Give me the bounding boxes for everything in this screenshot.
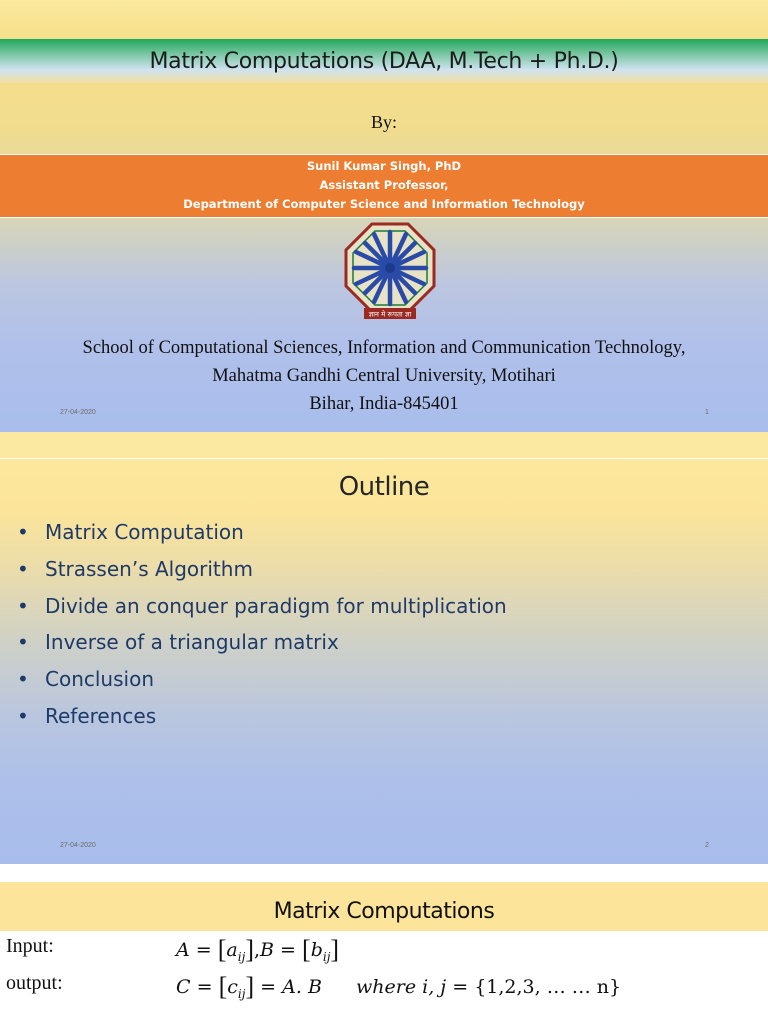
school-line-3: Bihar, India-845401 <box>309 394 459 414</box>
outline-top-stripe <box>0 432 768 459</box>
input-formula: $A = [a_{ij}],B = [b_{ij}]$ <box>176 935 340 964</box>
formula-eq: = <box>452 976 469 998</box>
slide-3-matrix <box>0 882 768 1024</box>
list-item-text: Matrix Computation <box>45 520 244 544</box>
list-item <box>17 627 507 664</box>
formula-where: where <box>356 976 417 998</box>
formula-eq: = <box>195 939 212 961</box>
list-item <box>17 517 507 554</box>
formula-b: B <box>260 939 274 961</box>
formula-product: A. B <box>282 976 322 998</box>
formula-eq: = <box>260 976 277 998</box>
logo-motto: ज्ञान मे रूपता ज्ञा <box>368 310 412 319</box>
slide-1-page-number: 1 <box>705 409 709 416</box>
slide-1-title-text: Matrix Computations (DAA, M.Tech + Ph.D.) <box>149 49 619 74</box>
slide-2-date: 27-04-2020 <box>60 842 96 849</box>
bullet-icon: • <box>17 703 29 728</box>
formula-set: {1,2,3, … … n} <box>474 976 622 998</box>
formula-b-ij: b <box>310 939 323 961</box>
author-name: Sunil Kumar Singh, PhD <box>306 159 462 173</box>
list-item <box>17 554 507 591</box>
slide-2-page-number: 2 <box>705 842 709 849</box>
list-item-text: Conclusion <box>45 667 154 692</box>
list-item <box>17 701 507 738</box>
bullet-icon: • <box>17 667 29 692</box>
slide-2-outline <box>0 432 768 864</box>
formula-c-ij: c <box>227 976 238 998</box>
formula-a: A <box>176 939 190 961</box>
input-label: Input: <box>6 935 54 957</box>
bullet-icon: • <box>17 630 29 655</box>
formula-ij: i, j <box>422 976 447 998</box>
list-item <box>17 664 507 701</box>
bullet-icon: • <box>17 520 29 544</box>
slide-1-date: 27-04-2020 <box>60 409 96 416</box>
formula-eq: = <box>280 939 296 961</box>
author-banner <box>0 154 768 218</box>
slide-1-title <box>0 0 768 432</box>
list-item-text: References <box>45 703 157 728</box>
author-department: Department of Computer Science and Information Technology <box>183 197 585 211</box>
formula-c-ij-sub: ij <box>237 986 246 1001</box>
by-label: By: <box>370 112 397 132</box>
outline-list <box>17 517 507 738</box>
list-item-text: Inverse of a triangular matrix <box>45 630 339 655</box>
output-label: output: <box>6 972 63 994</box>
school-line-2: Mahatma Gandhi Central University, Motihari <box>212 366 556 386</box>
school-line-1: School of Computational Sciences, Information and Communication Technology, <box>82 338 686 358</box>
slide-3-title: Matrix Computations <box>273 899 495 924</box>
list-item-text: Divide an conquer paradigm for multiplication <box>45 593 507 618</box>
formula-eq: = <box>196 976 213 998</box>
formula-a-ij-sub: ij <box>237 949 246 964</box>
bullet-icon: • <box>17 556 29 581</box>
formula-b-ij-sub: ij <box>322 949 331 964</box>
university-logo <box>342 220 438 320</box>
formula-c: C <box>176 976 191 998</box>
output-formula: $C = [c_{ij}] = A$. B where i, j = {1,2,3, … … n} <box>176 972 622 1001</box>
formula-sep: , <box>253 939 261 961</box>
list-item-text: Strassen’s Algorithm <box>45 556 253 581</box>
bullet-icon: • <box>17 593 29 618</box>
outline-title: Outline <box>338 472 430 502</box>
school-address <box>0 334 768 418</box>
author-role: Assistant Professor, <box>319 178 449 192</box>
list-item <box>17 591 507 628</box>
formula-a-ij: a <box>226 939 238 961</box>
